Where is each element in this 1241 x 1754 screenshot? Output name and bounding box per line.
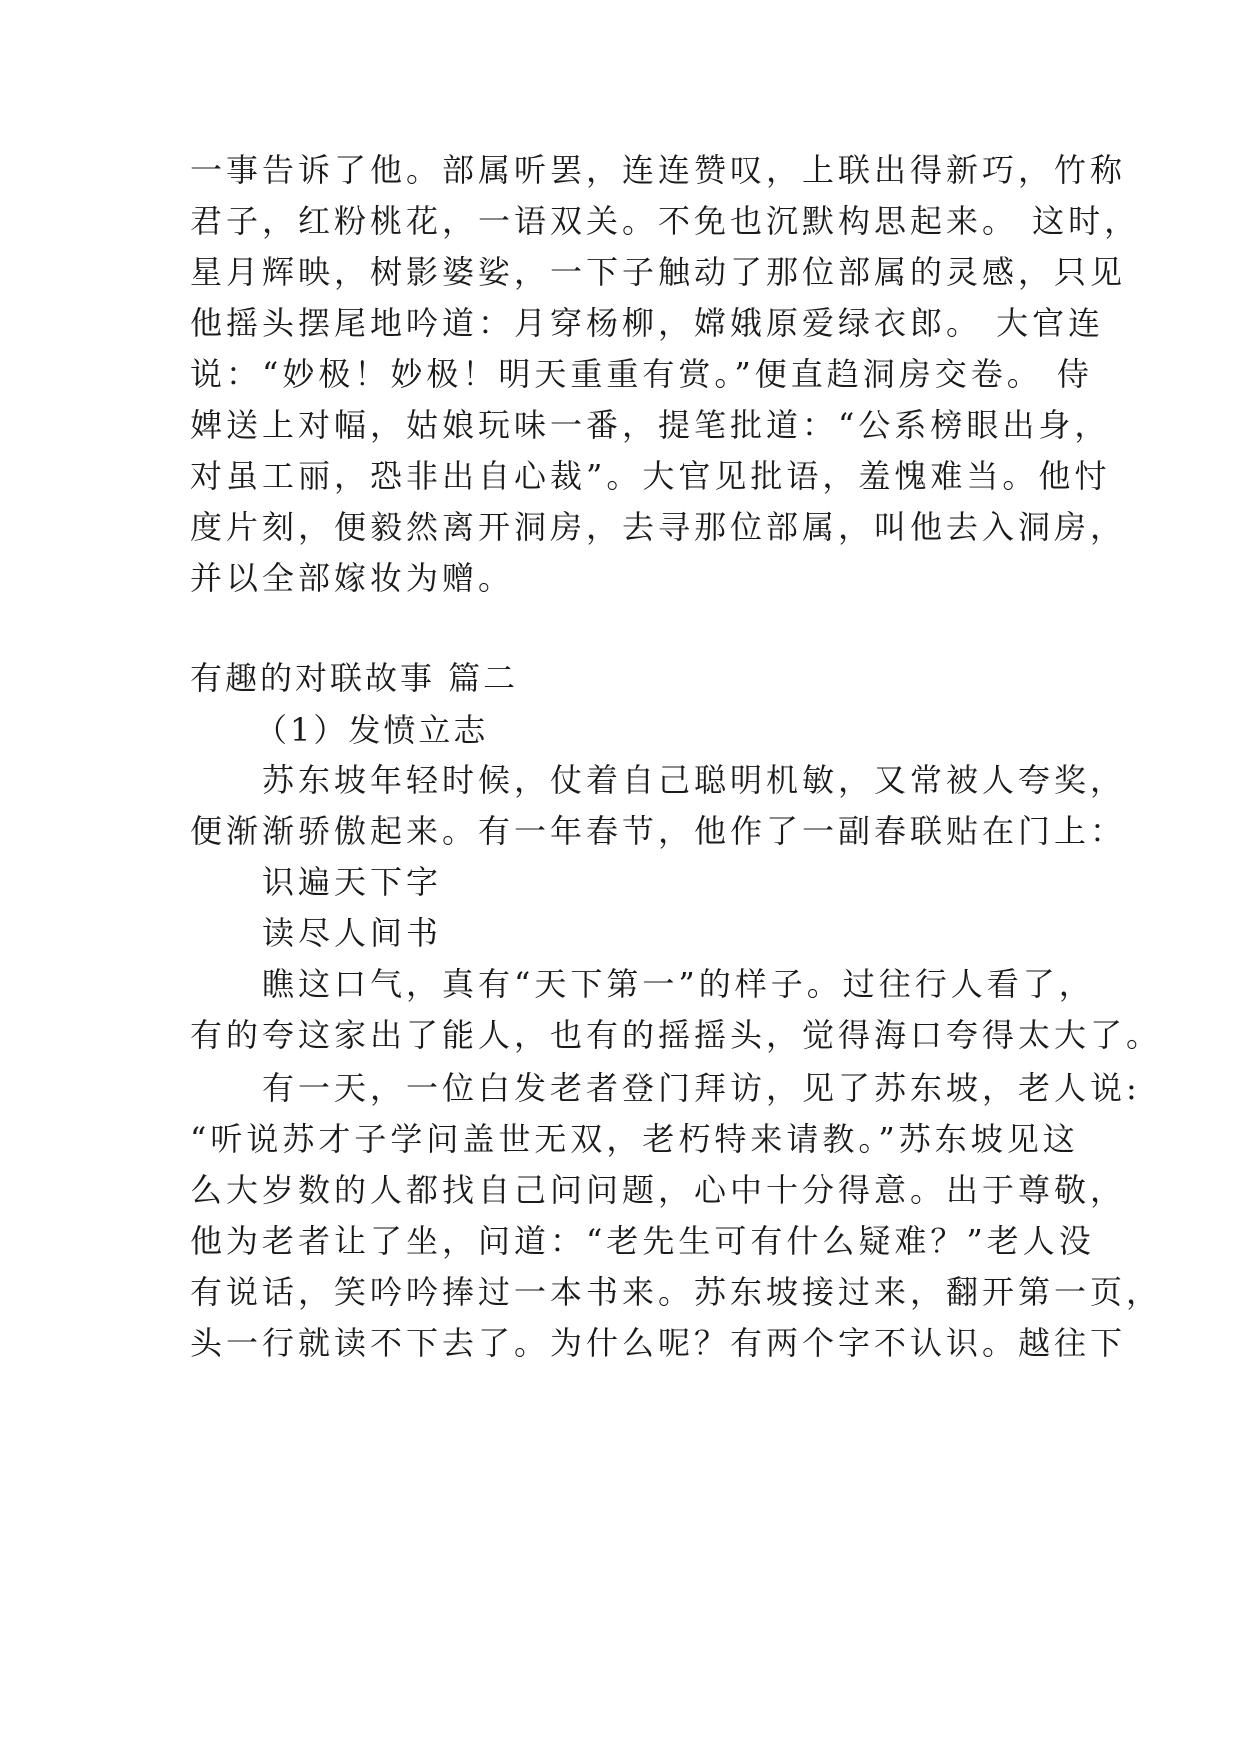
text-line: 一事告诉了他。部属听罢，连连赞叹，上联出得新巧，竹称 <box>190 151 1127 189</box>
text-line: 有一天，一位白发老者登门拜访，见了苏东坡，老人说: <box>262 1069 1141 1107</box>
couplet-line: 识遍天下字 <box>262 863 443 901</box>
text-line: 苏东坡年轻时候，仗着自己聪明机敏，又常被人夸奖， <box>262 761 1127 799</box>
text-line: 瞧这口气，真有“天下第一”的样子。过往行人看了， <box>262 965 1095 1003</box>
text-line: 君子，红粉桃花，一语双关。不免也沉默构思起来。 这时， <box>190 202 1141 240</box>
subsection-title: （1）发愤立志 <box>255 711 489 749</box>
text-line: 他为老者让了坐，问道：“老先生可有什么疑难？”老人没 <box>190 1222 1095 1260</box>
text-line: 说：“妙极！妙极！明天重重有赏。”便直趋洞房交卷。 侍 <box>190 355 1093 393</box>
section-title: 有趣的对联故事 篇二 <box>190 659 519 697</box>
text-line: 星月辉映，树影婆娑，一下子触动了那位部属的灵感，只见 <box>190 253 1127 291</box>
text-line: 对虽工丽，恐非出自心裁”。大官见批语，羞愧难当。他忖 <box>190 457 1111 495</box>
text-line: 婢送上对幅，姑娘玩味一番，提笔批道：“公系榜眼出身， <box>190 406 1111 444</box>
text-line: 并以全部嫁妆为赠。 <box>190 559 515 597</box>
text-line: 么大岁数的人都找自己问问题，心中十分得意。出于尊敬， <box>190 1171 1127 1209</box>
text-line: 有的夸这家出了能人，也有的摇摇头，觉得海口夸得太大了。 <box>190 1016 1163 1054</box>
couplet-line: 读尽人间书 <box>262 914 443 952</box>
text-line: “听说苏才子学问盖世无双，老朽特来请教。”苏东坡见这 <box>190 1120 1079 1158</box>
text-line: 度片刻，便毅然离开洞房，去寻那位部属，叫他去入洞房， <box>190 508 1127 546</box>
text-line: 头一行就读不下去了。为什么呢？有两个字不认识。越往下 <box>190 1324 1127 1362</box>
text-line: 有说话，笑吟吟捧过一本书来。苏东坡接过来，翻开第一页， <box>190 1273 1163 1311</box>
text-line: 他摇头摆尾地吟道：月穿杨柳，嫦娥原爱绿衣郎。 大官连 <box>190 304 1105 342</box>
text-line: 便渐渐骄傲起来。有一年春节，他作了一副春联贴在门上： <box>190 812 1127 850</box>
